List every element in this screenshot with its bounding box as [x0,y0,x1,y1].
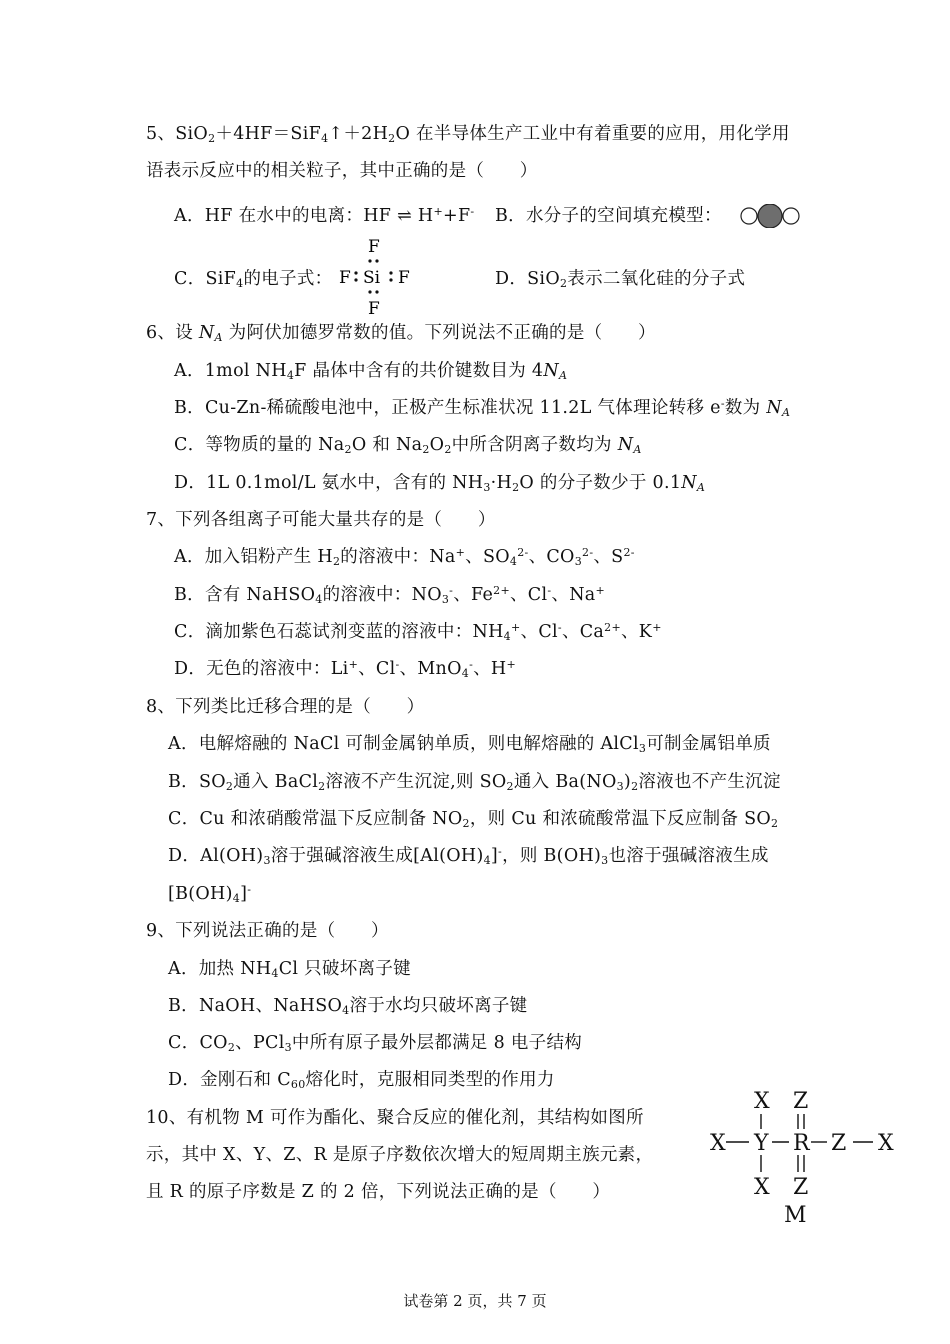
q5-stem-line1: 5、$SiO_2+4HF=SiF_4↑+2H_2O$ 在半导体生产工业中有着重要的应用，用化学用 [146,124,790,145]
water-space-filling-model [738,204,804,228]
q8-option-d: D．$Al(OH)_3$溶于强碱溶液生成$[Al(OH)_4]^-$，则 $B(OH)_3$也溶于强碱溶液生成 [168,845,769,867]
q10-stem-line1: 10、有机物 M 可作为酯化、聚合反应的催化剂，其结构如图所 [146,1108,644,1128]
q9-option-d: D．金刚石和 $C_{60}$熔化时，克服相同类型的作用力 [168,1070,555,1091]
q6-option-d: D．1L 0.1mol/L 氨水中，含有的 $NH_3\cdot H_2O$ 的分子数少于 $0.1N_A$ [174,473,706,494]
q6-stem: 6、设 $N_A$ 为阿伏加德罗常数的值。下列说法不正确的是（ ） [146,323,656,344]
lewis-f-top: F [368,237,380,257]
q10-stem-line2: 示，其中 X、Y、Z、R 是原子序数依次增大的短周期主族元素， [146,1145,654,1165]
struct-r-center: R [793,1131,810,1156]
q8-option-c: C．Cu 和浓硝酸常温下反应制备 $NO_2$，则 Cu 和浓硫酸常温下反应制备 $SO_2$ [168,809,779,830]
q6-option-b: B．Cu-Zn-稀硫酸电池中，正极产生标准状况 11.2L 气体理论转移 e-数为 $N_A$ [174,397,791,419]
q8-option-d-cont: $[B(OH)_4]^-$ [168,883,252,905]
struct-x-top: X [754,1089,770,1114]
page-footer: 试卷第 2 页，共 7 页 [403,1292,547,1310]
lewis-si-center: Si [363,268,381,288]
q6-option-c: C．等物质的量的 $Na_2O$ 和 $Na_2O_2$中所含阴离子数均为 $N_A$ [174,435,642,456]
q9-option-b: B．NaOH、NaHSO$_4$溶于水均只破坏离子键 [168,996,528,1017]
q7-option-a: A．加入铝粉产生 $H_2$的溶液中：Na+、$SO_4^{2-}$、$CO_3^{2-}$、$S^{2-}$ [174,546,635,568]
q7-stem: 7、下列各组离子可能大量共存的是（ ） [146,510,496,530]
q9-option-a: A．加热 $NH_4Cl$ 只破坏离子键 [168,959,411,980]
q7-option-b: B．含有 NaHSO$_4$的溶液中：$NO_3^-$、$Fe^{2+}$、Cl-、Na+ [174,584,606,606]
q5-option-c: C．SiF$_4$的电子式： [174,269,333,290]
q10-stem-line3: 且 R 的原子序数是 Z 的 2 倍，下列说法正确的是（ ） [146,1182,611,1202]
q8-option-b: B．$SO_2$通入 BaCl$_2$溶液不产生沉淀,则 $SO_2$通入 $Ba(NO_3)_2$溶液也不产生沉淀 [168,772,781,793]
q6-option-a: A．1mol $NH_4F$ 晶体中含有的共价键数目为 $4N_A$ [174,361,568,382]
q9-option-c: C．$CO_2$、PCl$_3$中所有原子最外层都满足 8 电子结构 [168,1033,583,1054]
q5-option-a: A．HF 在水中的电离：HF ⇌ H++F- [174,205,475,226]
struct-z-top: Z [793,1089,809,1114]
lewis-f-right: F [398,268,410,288]
lewis-f-left: F [339,268,351,288]
struct-x-right: X [878,1131,894,1156]
q7-option-c: C．滴加紫色石蕊试剂变蓝的溶液中：$NH_4^+$、Cl-、$Ca^{2+}$、K+ [174,621,662,643]
q5-stem-line2: 语表示反应中的相关粒子，其中正确的是（ ） [146,161,538,181]
q8-stem: 8、下列类比迁移合理的是（ ） [146,697,425,717]
struct-label-m: M [784,1203,807,1228]
molecule-m-structure [705,1084,905,1230]
struct-x-left: X [710,1131,726,1156]
q8-option-a: A．电解熔融的 NaCl 可制金属钠单质，则电解熔融的 AlCl$_3$可制金属铝单质 [168,734,771,755]
struct-z-bottom: Z [793,1175,809,1200]
struct-y-center: Y [754,1131,769,1156]
q7-option-d: D．无色的溶液中：Li+、Cl-、MnO$_4$-、H+ [174,658,517,680]
struct-z-right: Z [831,1131,847,1156]
q5-option-b: B．水分子的空间填充模型： [495,206,722,226]
q9-stem: 9、下列说法正确的是（ ） [146,921,389,941]
lewis-f-bottom: F [368,299,380,318]
q5-option-d: D．SiO$_2$表示二氧化硅的分子式 [495,269,746,290]
sif4-lewis-structure [334,234,424,318]
struct-x-bottom: X [754,1175,770,1200]
